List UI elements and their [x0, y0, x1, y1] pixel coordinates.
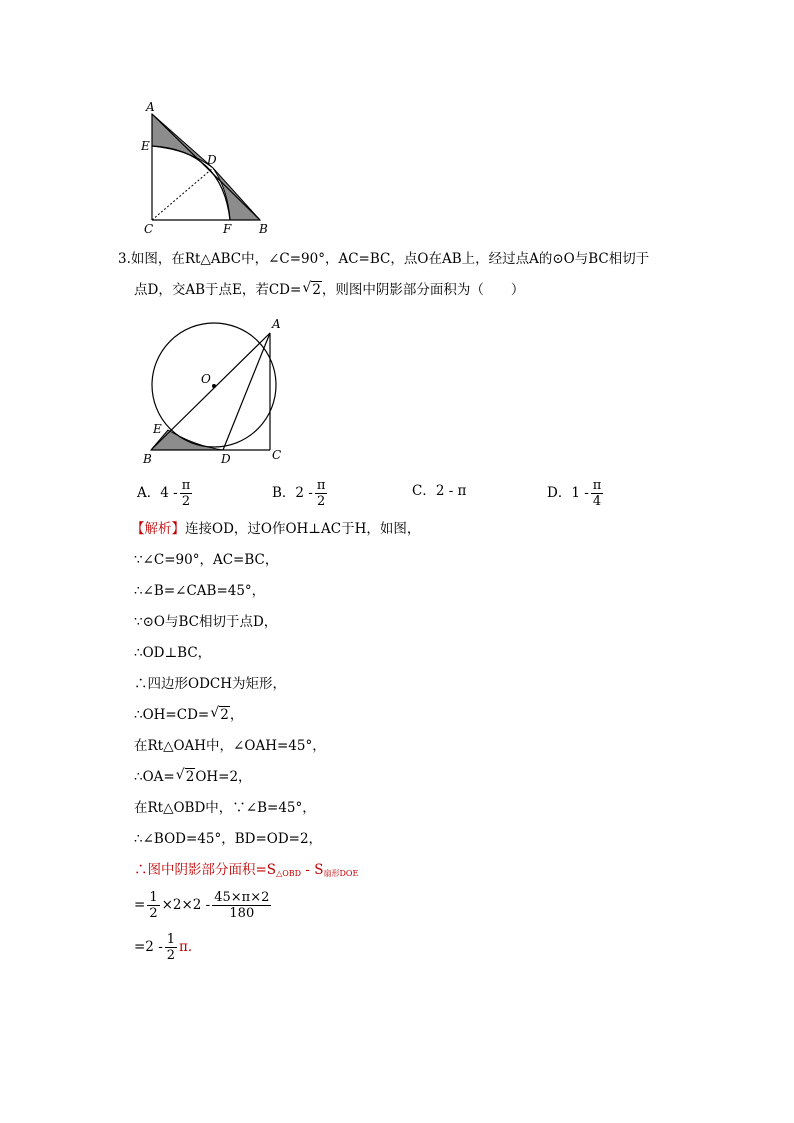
solution-line-1: 【解析】连接OD，过O作OH⊥AC于H，如图，: [131, 521, 421, 537]
shaded-region-bottom: [213, 168, 260, 220]
solution-line-7: ∴OH=CD= √ 2，: [134, 705, 244, 723]
shaded-region-top: [152, 114, 213, 168]
solution-line-12: ∴图中阴影部分面积$=S_{\triangle OBD} - S_{扇形DOE}$: [134, 862, 359, 878]
label-a: A: [146, 100, 155, 114]
label-c: C: [144, 222, 154, 236]
label-d: D: [221, 452, 231, 466]
solution-line-9: ∴OA= √ 2OH=2，: [134, 767, 252, 785]
solution-line-10: 在Rt△OBD中，∵∠B=45°，: [134, 800, 316, 816]
solution-line-5: ∴OD⊥BC，: [134, 645, 212, 661]
figure-quarter-circle-triangle: [130, 95, 280, 240]
solution-line-6: ∴四边形ODCH为矩形，: [134, 676, 286, 692]
label-e: E: [141, 139, 150, 153]
label-b: B: [259, 222, 268, 236]
question-line-2: 点D，交AB于点E，若CD= √ 2，则图中阴影部分面积为（ ）: [134, 280, 525, 298]
label-a: A: [272, 317, 281, 331]
option-c[interactable]: C．2 - π: [412, 483, 467, 499]
dotted-cd: [152, 168, 213, 220]
label-c: C: [272, 448, 282, 462]
solution-line-11: ∴∠BOD=45°，BD=OD=2，: [134, 831, 323, 847]
side-ab: [152, 114, 260, 220]
option-d[interactable]: D．1 - $\frac{\pi}{4}$: [547, 478, 602, 509]
sqrt-symbol: √ 2: [302, 280, 321, 298]
label-o: O: [201, 372, 211, 386]
side-ab: [151, 333, 270, 450]
label-b: B: [143, 452, 152, 466]
option-a[interactable]: A．4 - $\frac{\pi}{2}$: [137, 478, 191, 509]
solution-line-8: 在Rt△OAH中，∠OAH=45°，: [134, 738, 326, 754]
arc-ef: [152, 146, 230, 220]
label-e: E: [153, 422, 162, 436]
figure-circle-triangle: [138, 310, 288, 468]
solution-line-4: ∵⊙O与BC相切于点D，: [134, 614, 278, 630]
label-d: D: [207, 153, 217, 167]
solution-tag: 【解析】: [131, 521, 185, 537]
solution-line-2: ∵∠C=90°，AC=BC，: [134, 552, 279, 568]
center-dot: [212, 384, 216, 388]
solution-line-14: =2 - $\frac{1}{2}$ π．: [134, 932, 202, 963]
solution-line-3: ∴∠B=∠CAB=45°，: [134, 583, 266, 599]
label-f: F: [223, 222, 232, 236]
option-b[interactable]: B．2 - $\frac{\pi}{2}$: [272, 478, 326, 509]
segment-ad: [223, 333, 270, 450]
solution-line-13: = $\frac{1}{2}$ ×2×2 - $\frac{45\times\pi\times 2}{180}$: [134, 890, 270, 921]
question-line-1: 3.如图，在Rt△ABC中，∠C=90°，AC=BC，点O在AB上，经过点A的⊙O与BC相切于: [118, 251, 650, 267]
